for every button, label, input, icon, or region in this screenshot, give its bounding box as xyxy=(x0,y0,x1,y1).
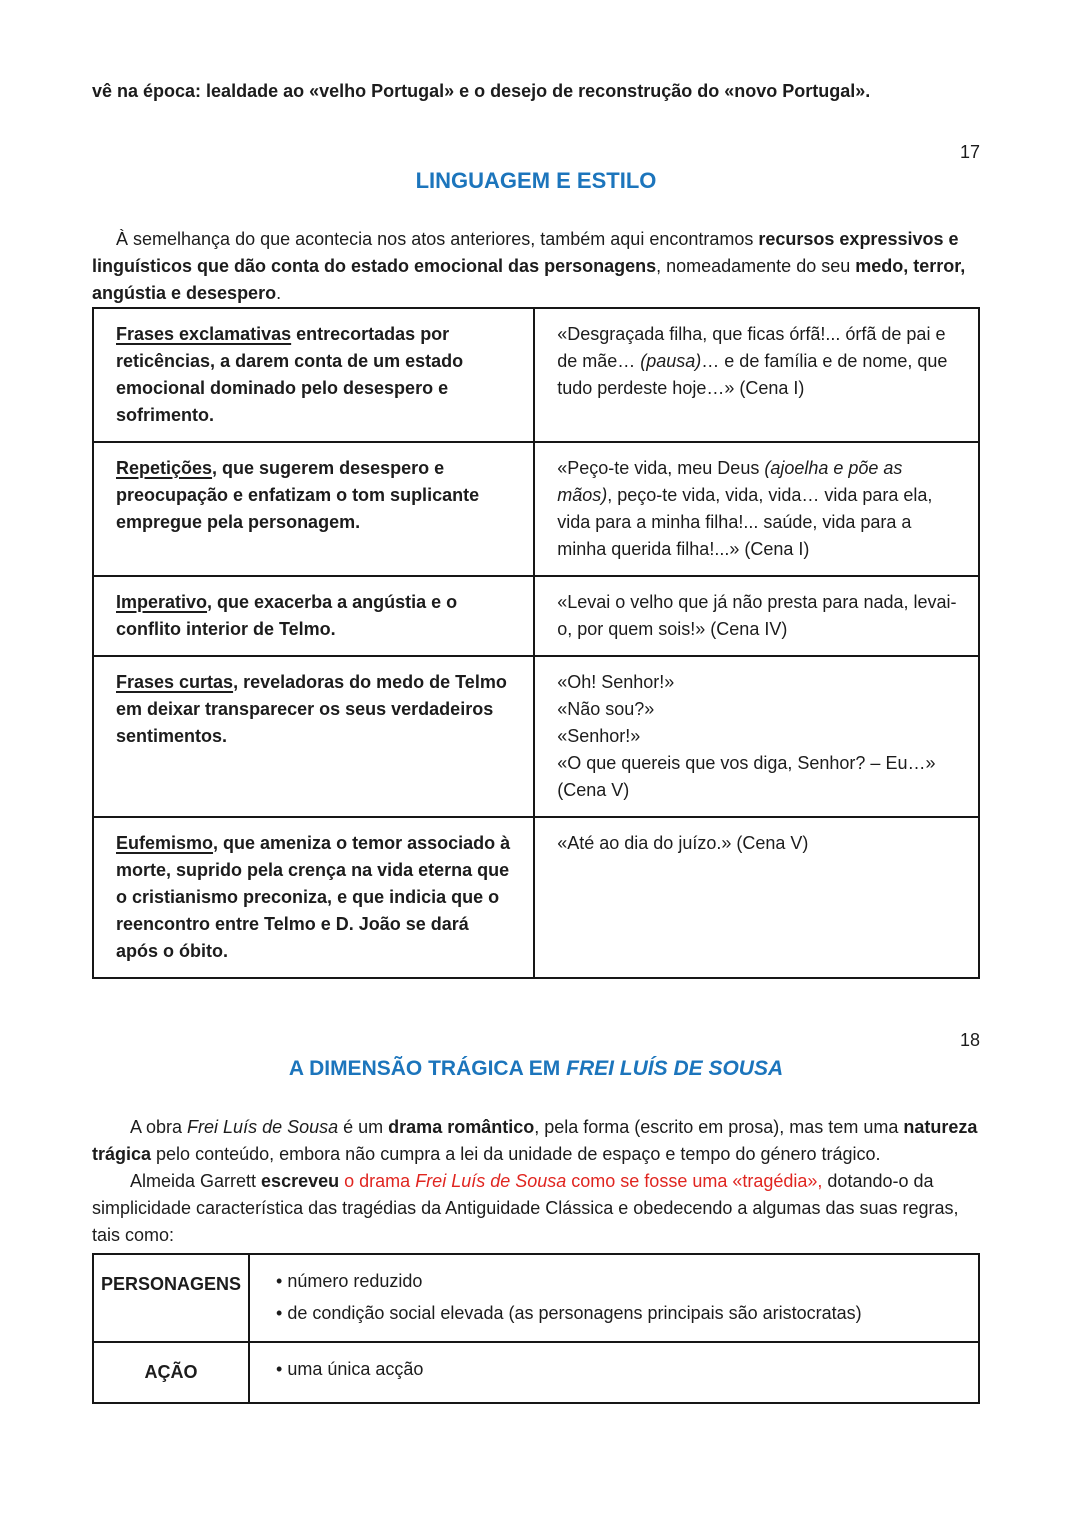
rule-bullet-item: • número reduzido xyxy=(276,1265,958,1297)
rule-label-cell: AÇÃO xyxy=(93,1342,249,1403)
table-row-eufemismo xyxy=(93,817,979,978)
quote-text: «Até ao dia do juízo.» (Cena V) xyxy=(557,833,809,853)
p1-text-2: é um xyxy=(338,1117,389,1137)
resource-description: , reveladoras do medo de Telmo em deixar transparecer os seus verdadeiros sentimentos. xyxy=(116,672,507,746)
resource-description: , que sugerem desespero e preocupação e enfatizam o tom suplicante empregue pela personagem. xyxy=(116,458,480,532)
p1-text-1: A obra xyxy=(130,1117,188,1137)
quote-line: «Senhor!» xyxy=(557,726,641,746)
quote-line: «Não sou?» xyxy=(557,699,655,719)
resource-term: Repetições xyxy=(116,458,213,478)
p1-text-4: pelo conteúdo, embora não cumpra a lei da unidade de espaço e tempo do género trágico. xyxy=(151,1144,881,1164)
p2-red-work-title: Frei Luís de Sousa xyxy=(415,1171,567,1191)
p1-text-3: , pela forma (escrito em prosa), mas tem uma xyxy=(534,1117,904,1137)
quote-line: «O que quereis que vos diga, Senhor? – Eu…» (Cena V) xyxy=(557,753,936,800)
rule-bullet-item: • uma única acção xyxy=(276,1353,958,1385)
linguagem-resources-table xyxy=(92,307,980,979)
table-row-frases-exclamativas xyxy=(93,308,979,442)
rule-items-cell xyxy=(249,1342,979,1403)
p1-bold-1: drama romântico xyxy=(388,1117,535,1137)
quote-stage-direction: (pausa) xyxy=(640,351,702,371)
heading-work-title: FREI LUÍS DE SOUSA xyxy=(566,1057,784,1080)
resource-quote-cell xyxy=(534,308,979,442)
resource-term: Frases curtas xyxy=(116,672,234,692)
intro-text-2: , nomeadamente do seu xyxy=(656,256,856,276)
resource-quote-cell xyxy=(534,656,979,817)
heading-text: A DIMENSÃO TRÁGICA EM xyxy=(288,1057,567,1080)
intro-bold-2: medo, terror, angústia e desespero xyxy=(92,256,966,303)
resource-description: , que exacerba a angústia e o conflito interior de Telmo. xyxy=(116,592,458,639)
p1-bold-2: natureza trágica xyxy=(92,1117,978,1164)
resource-description-cell xyxy=(93,442,534,576)
resource-quote-cell xyxy=(534,817,979,978)
table-row-frases-curtas xyxy=(93,656,979,817)
page-number-17: 17 xyxy=(959,142,980,162)
resource-description-cell xyxy=(93,308,534,442)
page-number-18: 18 xyxy=(959,1030,980,1050)
quote-text: «Desgraçada filha, que ficas órfã!... órfã de pai e de mãe… xyxy=(557,324,946,371)
intro-text-3: . xyxy=(276,283,282,303)
table-row-repeticoes xyxy=(93,442,979,576)
quote-text: «Peço-te vida, meu Deus xyxy=(557,458,765,478)
p2-red-text-2: como se fosse uma «tragédia», xyxy=(566,1171,823,1191)
tragedia-rules-table xyxy=(92,1253,980,1404)
quote-line: «Oh! Senhor!» xyxy=(557,672,675,692)
resource-description-cell xyxy=(93,817,534,978)
rule-items-cell xyxy=(249,1254,979,1342)
p2-text-1: Almeida Garrett xyxy=(130,1171,262,1191)
quote-text: … e de família e de nome, que tudo perdeste hoje…» (Cena I) xyxy=(557,351,948,398)
table-row-imperativo xyxy=(93,576,979,656)
rule-label-cell: PERSONAGENS xyxy=(93,1254,249,1342)
tragica-paragraph-1 xyxy=(92,1114,980,1168)
quote-stage-direction: (ajoelha e põe as mãos) xyxy=(557,458,903,505)
resource-term: Imperativo xyxy=(116,592,208,612)
resource-quote-cell xyxy=(534,576,979,656)
intro-bold-1: recursos expressivos e linguísticos que dão conta do estado emocional das personagens xyxy=(92,229,959,276)
linguagem-intro-paragraph xyxy=(92,226,980,307)
table-row-acao xyxy=(93,1342,979,1403)
section-heading-dimensao-tragica xyxy=(92,1054,980,1084)
resource-description: , que ameniza o temor associado à morte, suprido pela crença na vida eterna que o cristianismo preconiza, e que indicia que o reencontro entre Telmo e D. João se dará após o óbito. xyxy=(116,833,511,961)
resource-quote-cell xyxy=(534,442,979,576)
p2-bold-1: escreveu xyxy=(261,1171,340,1191)
resource-description: entrecortadas por reticências, a darem conta de um estado emocional dominado pelo desespero e sofrimento. xyxy=(116,324,464,425)
carryover-paragraph: vê na época: lealdade ao «velho Portugal» e o desejo de reconstrução do «novo Portugal». xyxy=(92,81,871,101)
tragica-paragraph-2 xyxy=(92,1168,980,1249)
quote-text: , peço-te vida, vida, vida… vida para ela, vida para a minha filha!... saúde, vida para a minha querida filha!...» (Cena I) xyxy=(557,485,933,559)
p2-red-text-1: o drama xyxy=(344,1171,416,1191)
resource-term: Frases exclamativas xyxy=(116,324,292,344)
p2-text-3: dotando-o da simplicidade característica das tragédias da Antiguidade Clássica e obedecendo a algumas das suas regras, tais como: xyxy=(92,1171,959,1245)
resource-description-cell xyxy=(93,576,534,656)
resource-term: Eufemismo xyxy=(116,833,214,853)
table-row-personagens xyxy=(93,1254,979,1342)
quote-text: «Levai o velho que já não presta para nada, levai-o, por quem sois!» (Cena IV) xyxy=(557,592,957,639)
p1-work-title: Frei Luís de Sousa xyxy=(187,1117,339,1137)
intro-text-1: À semelhança do que acontecia nos atos anteriores, também aqui encontramos xyxy=(116,229,759,249)
resource-description-cell xyxy=(93,656,534,817)
section-heading-linguagem: LINGUAGEM E ESTILO xyxy=(415,168,657,193)
rule-bullet-item: • de condição social elevada (as personagens principais são aristocratas) xyxy=(276,1297,958,1329)
